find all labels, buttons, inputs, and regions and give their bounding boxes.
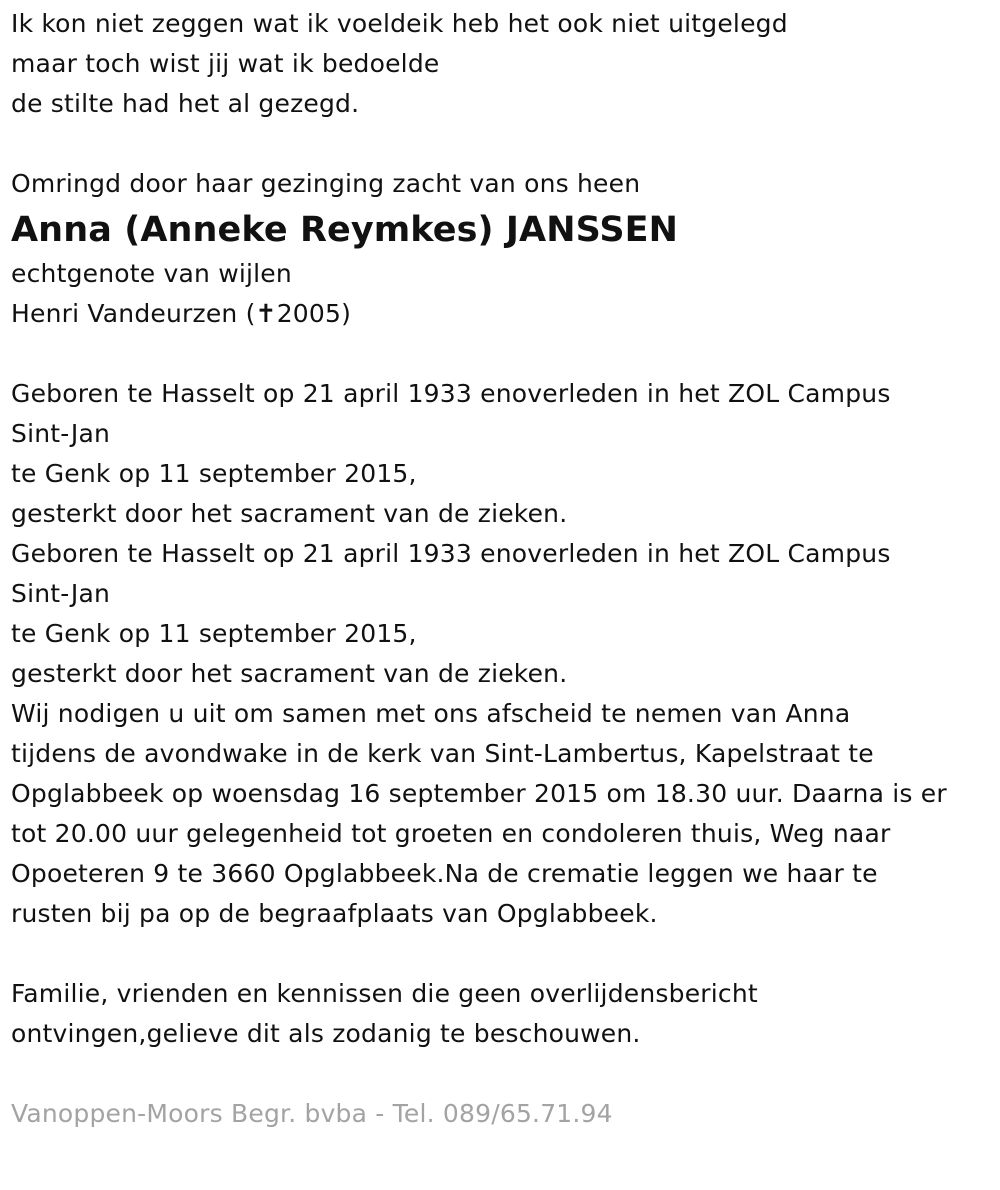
relation-text: echtgenote van wijlen — [11, 259, 292, 288]
birth-death-line: Sint-Jan — [11, 419, 111, 448]
birth-death-line: Sint-Jan — [11, 579, 111, 608]
spacer — [11, 334, 991, 374]
deceased-name: Anna (Anneke Reymkes) JANSSEN — [11, 210, 679, 250]
intro-text: Omringd door haar gezinging zacht van ons heen — [11, 169, 641, 198]
poem-line: Ik kon niet zeggen wat ik voeldeik heb het ook niet uitgelegd — [11, 9, 788, 38]
poem-line: de stilte had het al gezegd. — [11, 89, 360, 118]
notice-paragraph — [11, 974, 991, 1054]
birth-death-line: Geboren te Hasselt op 21 april 1933 enoverleden in het ZOL Campus — [11, 539, 891, 568]
invitation-line: Opoeteren 9 te 3660 Opglabbeek.Na de crematie leggen we haar te — [11, 859, 878, 888]
poem-line: maar toch wist jij wat ik bedoelde — [11, 49, 440, 78]
invitation-line: Wij nodigen u uit om samen met ons afscheid te nemen van Anna — [11, 699, 851, 728]
poem — [11, 4, 991, 124]
invitation-line: tot 20.00 uur gelegenheid tot groeten en condoleren thuis, Weg naar — [11, 819, 891, 848]
birth-death-line: te Genk op 11 september 2015, — [11, 619, 417, 648]
obituary-notice — [11, 4, 991, 1134]
spacer — [11, 934, 991, 974]
notice-line: ontvingen,gelieve dit als zodanig te beschouwen. — [11, 1019, 641, 1048]
birth-death-line: gesterkt door het sacrament van de zieken. — [11, 659, 568, 688]
spouse-line — [11, 294, 991, 334]
invitation-line: rusten bij pa op de begraafplaats van Opglabbeek. — [11, 899, 658, 928]
birth-death-paragraph-repeat — [11, 534, 991, 694]
birth-death-line: Geboren te Hasselt op 21 april 1933 enoverleden in het ZOL Campus — [11, 379, 891, 408]
invitation-line: Opglabbeek op woensdag 16 september 2015 om 18.30 uur. Daarna is er — [11, 779, 947, 808]
birth-death-paragraph — [11, 374, 991, 534]
cross-icon: ✝ — [255, 299, 277, 328]
funeral-home-footer: Vanoppen-Moors Begr. bvba - Tel. 089/65.71.94 — [11, 1099, 613, 1128]
spouse-name: Henri Vandeurzen ( — [11, 299, 256, 328]
birth-death-line: te Genk op 11 september 2015, — [11, 459, 417, 488]
invitation-paragraph — [11, 694, 991, 934]
invitation-line: tijdens de avondwake in de kerk van Sint-Lambertus, Kapelstraat te — [11, 739, 874, 768]
spouse-death-year: 2005) — [276, 299, 352, 328]
notice-line: Familie, vrienden en kennissen die geen overlijdensbericht — [11, 979, 758, 1008]
birth-death-line: gesterkt door het sacrament van de zieken. — [11, 499, 568, 528]
spacer — [11, 124, 991, 164]
